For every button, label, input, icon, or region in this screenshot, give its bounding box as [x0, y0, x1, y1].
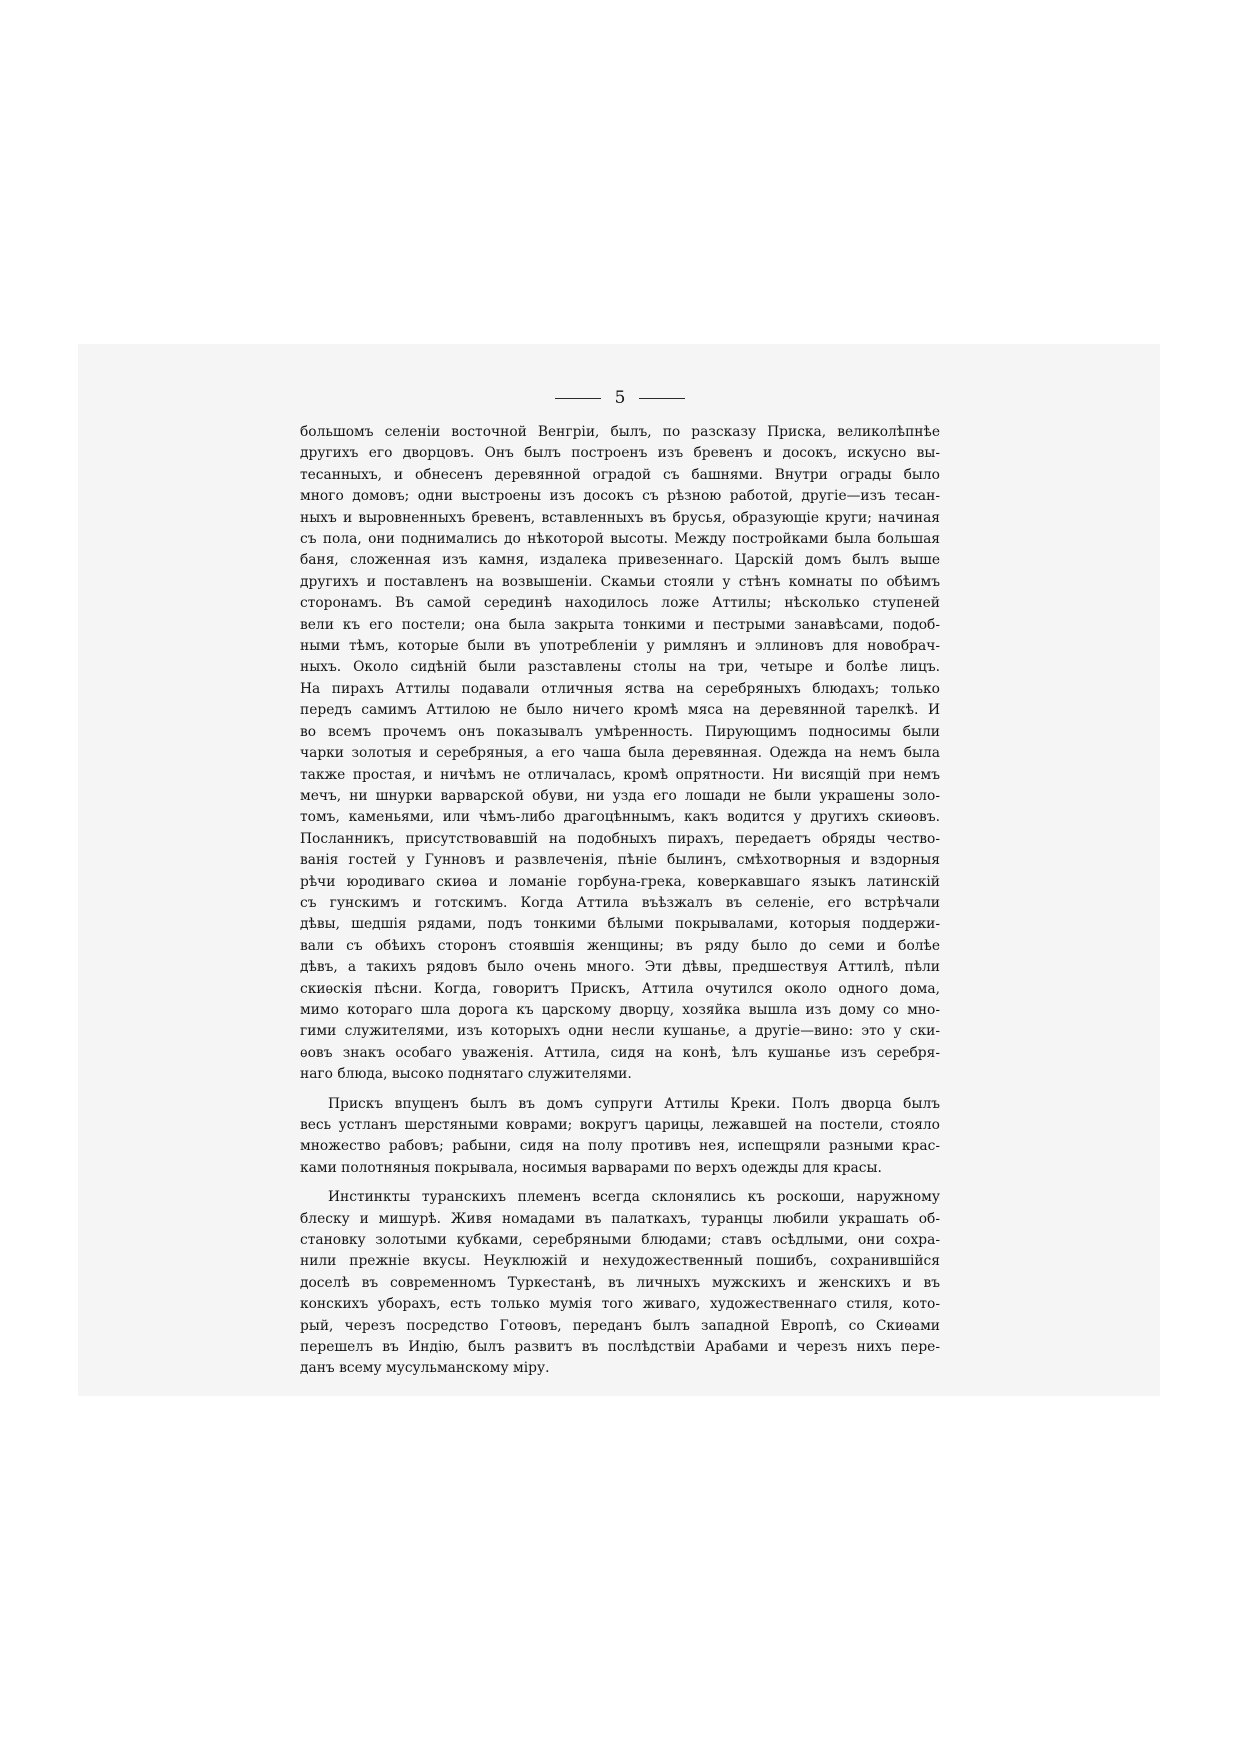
text-line: во всемъ прочемъ онъ показывалъ умѣренность. Пирующимъ подносимы были [300, 723, 940, 740]
text-line: Прискъ впущенъ былъ въ домъ супруги Аттилы Креки. Полъ дворца былъ [328, 1095, 940, 1112]
page-number-left-rule [555, 398, 601, 399]
page-number [545, 386, 695, 410]
text-line: съ гунскимъ и готскимъ. Когда Аттила въѣзжалъ въ селеніе, его встрѣчали [300, 894, 940, 911]
text-line: ными тѣмъ, которые были въ употребленіи у римлянъ и эллиновъ для новобрач- [300, 638, 940, 655]
text-line: ванія гостей у Гунновъ и развлеченія, пѣніе былинъ, смѣхотворныя и вздорныя [300, 852, 940, 869]
paragraph-3 [300, 1187, 940, 1380]
text-line: весь устланъ шерстяными коврами; вокругъ царицы, лежавшей на постели, стояло [300, 1117, 940, 1133]
text-line: данъ всему мусульманскому міру. [300, 1360, 550, 1377]
text-line: также простая, и ничѣмъ не отличалась, кромѣ опрятности. Ни висящій при немъ [300, 766, 940, 783]
text-line: доселѣ въ современномъ Туркестанѣ, въ личныхъ мужскихъ и женскихъ и въ [300, 1274, 940, 1291]
text-line: ѳовъ знакъ особаго уваженія. Аттила, сидя на конѣ, ѣлъ кушанье изъ серебря- [300, 1044, 940, 1061]
text-line: ныхъ. Около сидѣній были разставлены столы на три, четыре и болѣе лицъ. [300, 659, 940, 676]
text-line: наго блюда, высоко поднятаго служителями. [300, 1066, 632, 1083]
text-line: передъ самимъ Аттилою не было ничего кромѣ мяса на деревянной тарелкѣ. И [300, 702, 940, 719]
text-line: сторонамъ. Въ самой серединѣ находилось ложе Аттилы; нѣсколько ступеней [300, 595, 940, 612]
page-number-label: 5 [614, 388, 626, 408]
text-line: перешелъ въ Индію, былъ развитъ въ послѣдствіи Арабами и черезъ нихъ пере- [300, 1339, 940, 1356]
text-line: Инстинкты туранскихъ племенъ всегда склонялись къ роскоши, наружному [328, 1189, 940, 1206]
text-line: тесанныхъ, и обнесенъ деревянной оградой съ башнями. Внутри ограды было [300, 466, 940, 483]
text-line: блеску и мишурѣ. Живя номадами въ палаткахъ, туранцы любили украшать об- [300, 1210, 940, 1227]
text-line: баня, сложенная изъ камня, издалека привезеннаго. Царскій домъ былъ выше [300, 552, 940, 569]
page-number-right-rule [639, 398, 685, 399]
text-line: большомъ селеніи восточной Венгріи, былъ, по разсказу Приска, великолѣпнѣе [300, 424, 940, 440]
text-line: гими служителями, изъ которыхъ одни несли кушанье, а другіе—вино: это у ски- [300, 1023, 940, 1040]
text-line: конскихъ уборахъ, есть только мумія того живаго, художественнаго стиля, кото- [300, 1296, 940, 1313]
paragraph-2 [300, 1094, 940, 1180]
text-line: скиѳскія пѣсни. Когда, говоритъ Прискъ, Аттила очутился около одного дома, [300, 980, 940, 997]
text-line: На пирахъ Аттилы подавали отличныя яства на серебряныхъ блюдахъ; только [300, 680, 940, 697]
text-line: дѣвъ, а такихъ рядовъ было очень много. Эти дѣвы, предшествуя Аттилѣ, пѣли [300, 959, 940, 976]
text-line: вели къ его постели; она была закрыта тонкими и пестрыми занавѣсами, подоб- [300, 616, 940, 633]
text-line: множество рабовъ; рабыни, сидя на полу противъ нея, испещряли разными крас- [300, 1138, 940, 1155]
text-line: ныхъ и выровненныхъ бревенъ, вставленныхъ въ брусья, образующіе круги; начиная [300, 509, 940, 526]
text-line: много домовъ; одни выстроены изъ досокъ съ рѣзною работой, другіе—изъ тесан- [300, 488, 940, 505]
text-line: дѣвы, шедшія рядами, подъ тонкими бѣлыми покрывалами, которыя поддержи- [300, 916, 940, 933]
text-line: съ пола, они поднимались до нѣкоторой высоты. Между постройками была большая [300, 531, 940, 548]
text-line: томъ, каменьями, или чѣмъ-либо драгоцѣннымъ, какъ водится у другихъ скиѳовъ. [300, 809, 940, 826]
text-line: вали съ обѣихъ сторонъ стоявшія женщины; въ ряду было до семи и болѣе [300, 937, 940, 954]
text-line: Посланникъ, присутствовавшій на подобныхъ пирахъ, передаетъ обряды чество- [300, 830, 940, 847]
text-line: другихъ и поставленъ на возвышеніи. Скамьи стояли у стѣнъ комнаты по обѣимъ [300, 573, 940, 590]
text-line: нили прежніе вкусы. Неуклюжій и нехудожественный пошибъ, сохранившійся [300, 1253, 940, 1270]
text-line: чарки золотыя и серебряныя, а его чаша была деревянная. Одежда на немъ была [300, 745, 940, 762]
text-line: рѣчи юродиваго скиѳа и ломаніе горбуна-грека, коверкавшаго языкъ латинскій [300, 873, 940, 890]
paragraph-1 [300, 422, 940, 1086]
text-line: мимо котораго шла дорога къ царскому дворцу, хозяйка вышла изъ дому со мно- [300, 1001, 940, 1018]
body-text [300, 422, 940, 1380]
text-line: рый, черезъ посредство Готѳовъ, переданъ былъ западной Европѣ, со Скиѳами [300, 1317, 940, 1334]
text-line: другихъ его дворцовъ. Онъ былъ построенъ изъ бревенъ и досокъ, искусно вы- [300, 445, 940, 462]
text-line: ками полотняныя покрывала, носимыя варварами по верхъ одежды для красы. [300, 1159, 882, 1176]
text-line: мечъ, ни шнурки варварской обуви, ни узда его лошади не были украшены золо- [300, 787, 940, 804]
text-line: становку золотыми кубками, серебряными блюдами; ставъ осѣдлыми, они сохра- [300, 1232, 940, 1249]
